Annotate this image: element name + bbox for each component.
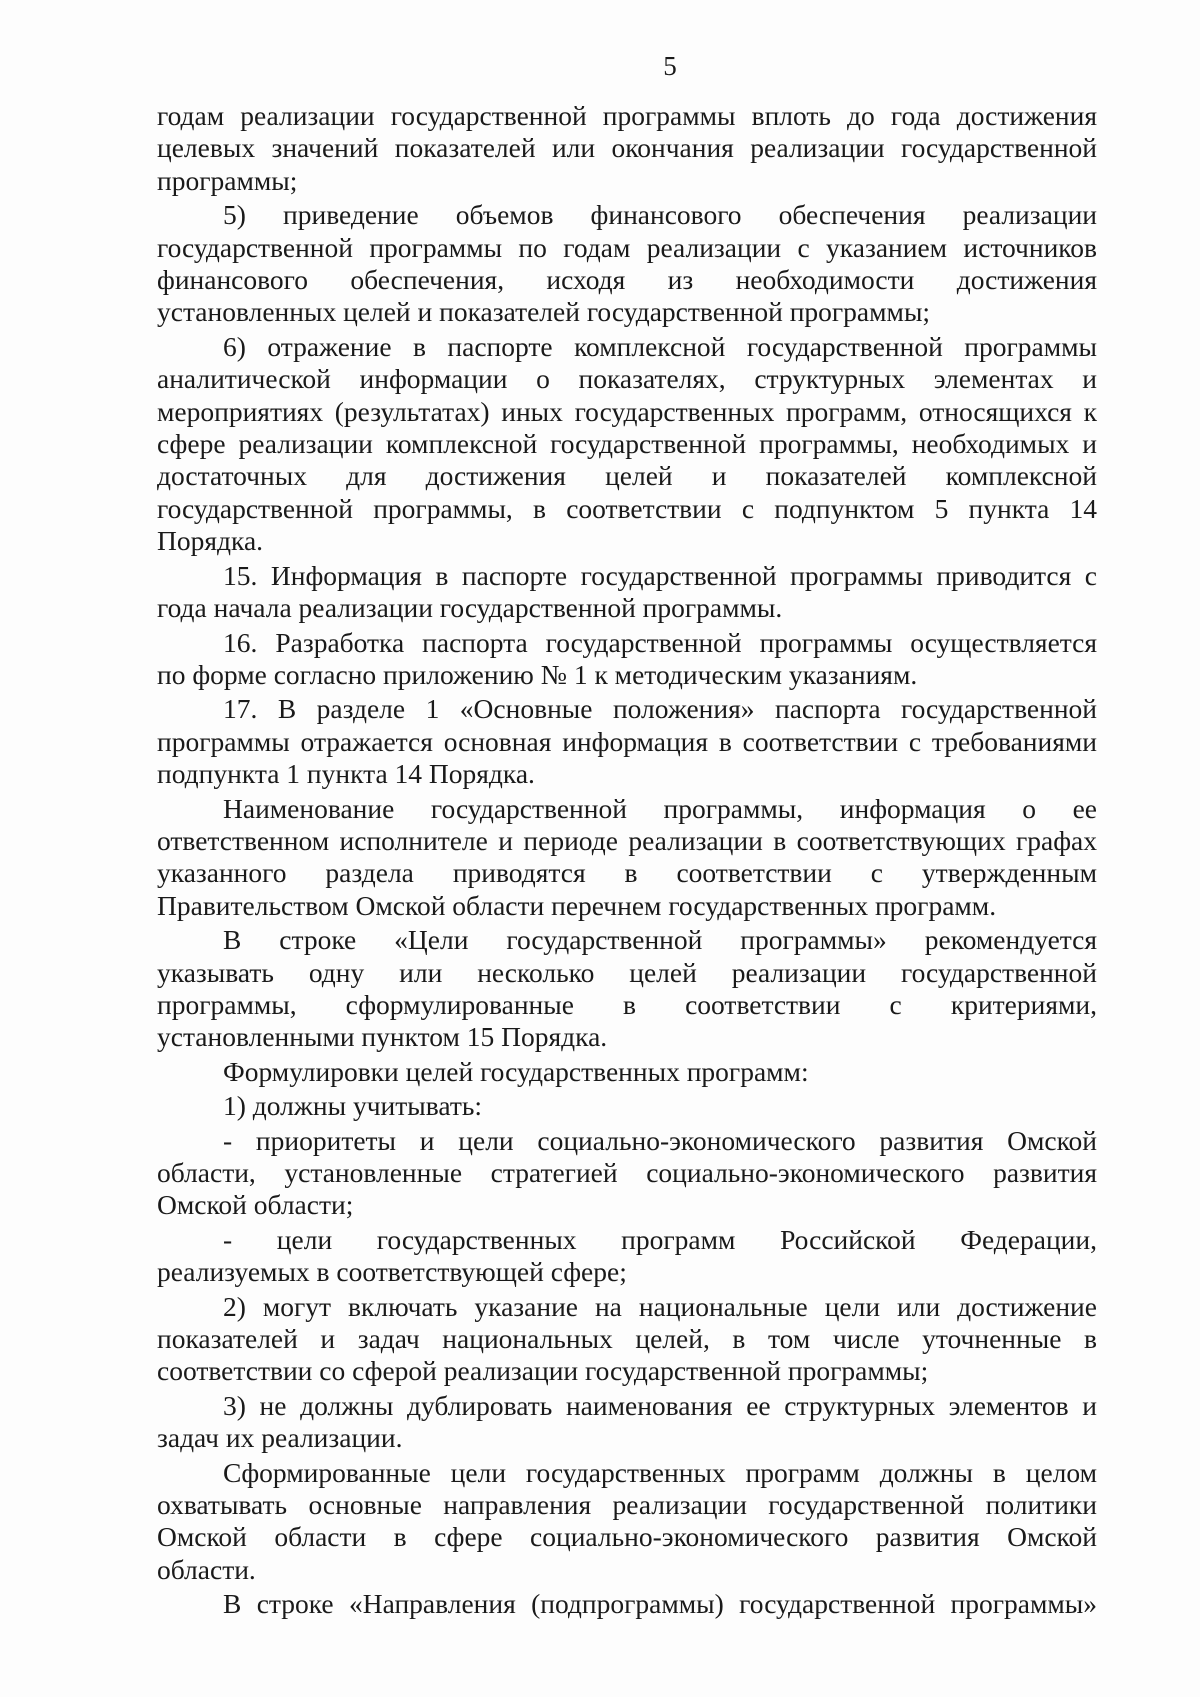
- text-line: программы;: [157, 164, 298, 196]
- text-line: В строке «Направления (подпрограммы) государственной программы»: [223, 1588, 1097, 1620]
- text-line: мероприятиях (результатах) иных государственных программ, относящихся к: [157, 395, 1097, 427]
- text-line: 1) должны учитывать:: [223, 1090, 483, 1122]
- text-line: Порядка.: [157, 525, 264, 557]
- text-line: соответствии со сферой реализации государственной программы;: [157, 1355, 929, 1387]
- text-line: программы, сформулированные в соответствии с критериями,: [157, 988, 1097, 1020]
- text-line: установленных целей и показателей государственной программы;: [157, 296, 931, 328]
- text-line: Формулировки целей государственных программ:: [223, 1055, 809, 1087]
- text-line: года начала реализации государственной программы.: [157, 592, 783, 624]
- text-line: сфере реализации комплексной государственной программы, необходимых и: [157, 428, 1097, 460]
- text-line: показателей и задач национальных целей, в том числе уточненные в: [157, 1323, 1097, 1355]
- text-line: финансового обеспечения, исходя из необходимости достижения: [157, 264, 1097, 296]
- text-line: целевых значений показателей или окончания реализации государственной: [157, 132, 1097, 164]
- text-line: Сформированные цели государственных программ должны в целом: [223, 1456, 1097, 1488]
- text-line: задач их реализации.: [157, 1422, 403, 1454]
- text-line: области, установленные стратегией социально-экономического развития: [157, 1157, 1097, 1188]
- text-line: Правительством Омской области перечнем государственных программ.: [157, 889, 997, 921]
- text-line: - цели государственных программ Российской Федерации,: [223, 1223, 1097, 1255]
- page-number: 5: [663, 51, 677, 81]
- text-line: Омской области в сфере социально-экономического развития Омской: [157, 1521, 1097, 1553]
- text-line: 5) приведение объемов финансового обеспечения реализации: [223, 199, 1097, 231]
- text-line: области.: [157, 1553, 256, 1585]
- text-line: ответственном исполнителе и периоде реализации в соответствующих графах: [157, 824, 1097, 856]
- text-line: 3) не должны дублировать наименования ее структурных элементов и: [223, 1389, 1097, 1421]
- document-body: [157, 100, 1097, 1621]
- text-line: 6) отражение в паспорте комплексной государственной программы: [223, 330, 1097, 362]
- text-line: 17. В разделе 1 «Основные положения» паспорта государственной: [223, 693, 1097, 725]
- text-line: программы отражается основная информация в соответствии с требованиями: [157, 725, 1097, 757]
- text-line: реализуемых в соответствующей сфере;: [157, 1256, 627, 1288]
- text-line: подпункта 1 пункта 14 Порядка.: [157, 758, 535, 790]
- text-line: установленными пунктом 15 Порядка.: [157, 1021, 608, 1053]
- text-line: 2) могут включать указание на национальные цели или достижение: [223, 1290, 1097, 1322]
- text-line: годам реализации государственной программы вплоть до года достижения: [157, 100, 1097, 131]
- text-line: указывать одну или несколько целей реализации государственной: [157, 956, 1097, 988]
- text-line: достаточных для достижения целей и показателей комплексной: [157, 460, 1097, 492]
- text-line: государственной программы, в соответствии с подпунктом 5 пункта 14: [157, 492, 1097, 524]
- text-line: Омской области;: [157, 1189, 354, 1221]
- text-line: Наименование государственной программы, информация о ее: [223, 792, 1097, 824]
- text-line: аналитической информации о показателях, структурных элементах и: [157, 363, 1097, 395]
- text-line: В строке «Цели государственной программы» рекомендуется: [223, 924, 1097, 956]
- text-line: 15. Информация в паспорте государственной программы приводится с: [223, 559, 1097, 591]
- text-line: 16. Разработка паспорта государственной программы осуществляется: [223, 626, 1097, 658]
- text-line: - приоритеты и цели социально-экономического развития Омской: [223, 1124, 1097, 1156]
- text-line: государственной программы по годам реализации с указанием источников: [157, 231, 1097, 263]
- text-line: по форме согласно приложению № 1 к методическим указаниям.: [157, 658, 918, 690]
- text-line: охватывать основные направления реализации государственной политики: [157, 1489, 1097, 1521]
- text-line: указанного раздела приводятся в соответствии с утвержденным: [157, 857, 1097, 889]
